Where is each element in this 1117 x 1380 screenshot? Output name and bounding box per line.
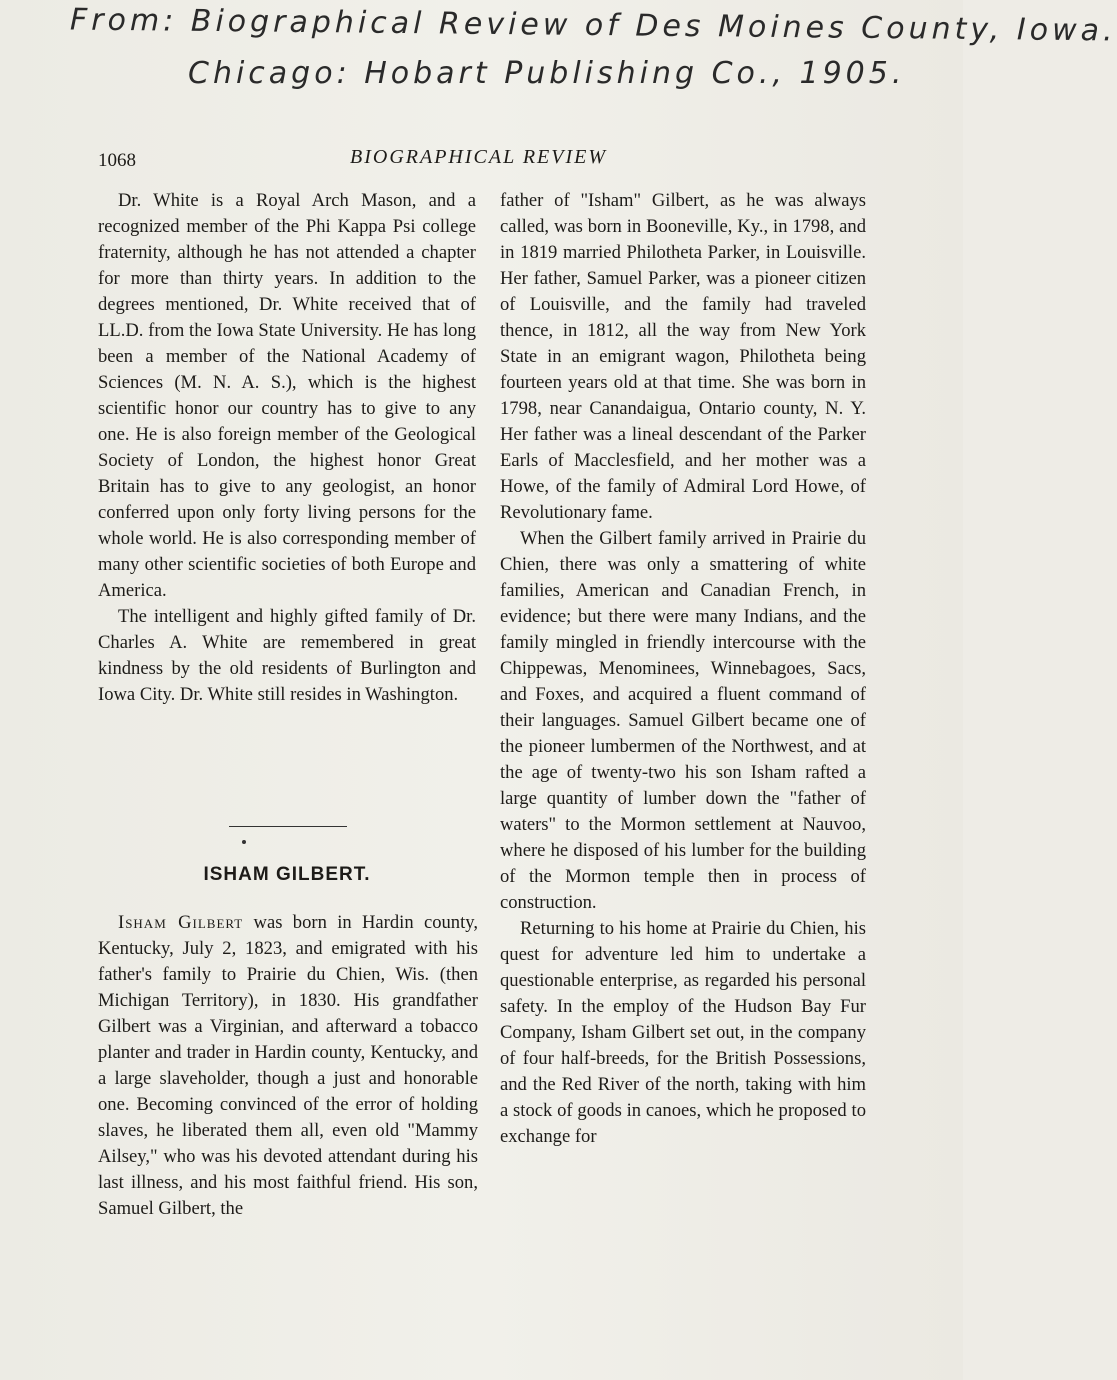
left-paragraph-2: The intelligent and highly gifted family of Dr. Charles A. White are remembered in great kindness by the old residents of Burlington and Iowa City. Dr. White still resides in Washington.	[98, 606, 476, 705]
section-title: ISHAM GILBERT.	[203, 864, 371, 885]
handwritten-line-1: From: Biographical Review of Des Moines County, Iowa.	[69, 2, 1117, 49]
right-paragraph-2: When the Gilbert family arrived in Prairie du Chien, there was only a smattering of white families, American and Canadian French, in evidence; but there were many Indians, and the family mingled in friendly intercourse with the Chippewas, Menominees, Winnebagoes, Sacs, and Foxes, and acquired a fluent command of their languages. Samuel Gilbert became one of the pioneer lumbermen of the Northwest, and at the age of twenty-two his son Isham rafted a large quantity of lumber down the "father of waters" to the Mormon settlement at Nauvoo, where he disposed of his lumber for the building of the Mormon temple then in process of construction.	[500, 528, 866, 913]
lead-name: Isham Gilbert	[118, 912, 244, 933]
isham-paragraph-1-text: was born in Hardin county, Kentucky, July 2, 1823, and emigrated with his father's family to Prairie du Chien, Wis. (then Michigan Territory), in 1830. His grandfather Gilbert was a Virginian, and afterward a tobacco planter and trader in Hardin county, Kentucky, and a large slaveholder, though a just and honorable one. Becoming convinced of the error of holding slaves, he liberated them all, even old "Mammy Ailsey," who was his devoted attendant during his last illness, and his most faithful friend. His son, Samuel Gilbert, the	[98, 912, 479, 1219]
handwritten-line-2: Chicago: Hobart Publishing Co., 1905.	[188, 56, 906, 91]
left-column-top	[98, 188, 476, 708]
right-paragraph-1: father of "Isham" Gilbert, as he was always called, was born in Booneville, Ky., in 1798, and in 1819 married Philotheta Parker, in Louisville. Her father, Samuel Parker, was a pioneer citizen of Louisville, and the family had traveled thence, in 1812, all the way from New York State in an emigrant wagon, Philotheta being fourteen years old at that time. She was born in 1798, near Canandaigua, Ontario county, N. Y. Her father was a lineal descendant of the Parker Earls of Macclesfield, and her mother was a Howe, of the family of Admiral Lord Howe, of Revolutionary fame.	[500, 190, 866, 523]
left-paragraph-1: Dr. White is a Royal Arch Mason, and a recognized member of the Phi Kappa Psi college fraternity, although he has not attended a chapter for more than thirty years. In addition to the degrees mentioned, Dr. White received that of LL.D. from the Iowa State University. He has long been a member of the National Academy of Sciences (M. N. A. S.), which is the highest scientific honor our country has to give to any one. He is also foreign member of the Geological Society of London, the highest honor Great Britain has to give to any geologist, an honor conferred upon only forty living persons for the whole world. He is also corresponding member of many other scientific societies of both Europe and America.	[98, 190, 476, 601]
ink-speck	[242, 840, 246, 844]
left-column-bottom	[98, 910, 478, 1222]
page-number: 1068	[98, 150, 136, 171]
isham-paragraph-1	[98, 910, 478, 1222]
right-paragraph-3: Returning to his home at Prairie du Chien, his quest for adventure led him to undertake a questionable enterprise, as regarded his personal safety. In the employ of the Hudson Bay Fur Company, Isham Gilbert set out, in the company of four half-breeds, for the British Possessions, and the Red River of the north, taking with him a stock of goods in canoes, which he proposed to exchange for	[500, 918, 866, 1147]
right-column	[500, 188, 866, 1150]
section-divider	[229, 826, 347, 827]
running-title: BIOGRAPHICAL REVIEW	[350, 146, 608, 168]
running-head	[98, 146, 868, 176]
